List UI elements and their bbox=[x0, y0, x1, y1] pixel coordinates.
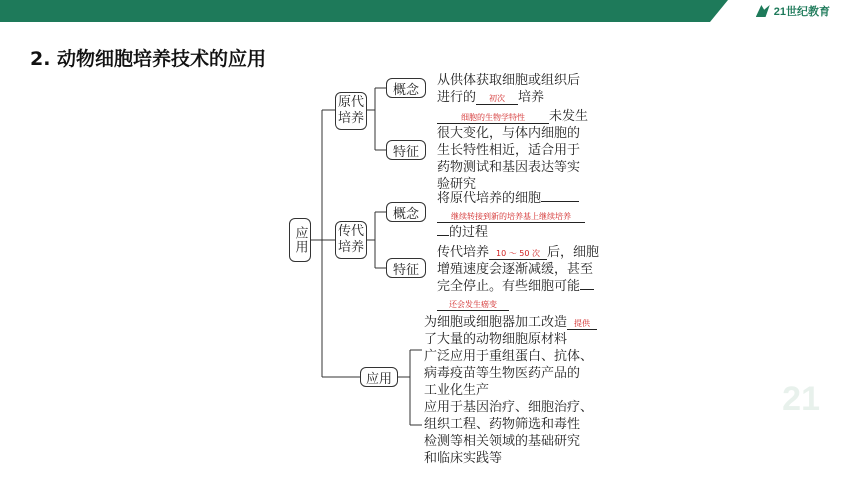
root-node: 应用 bbox=[289, 218, 311, 262]
primary-feature-line5: 验研究 bbox=[437, 177, 477, 192]
passage-concept-text bbox=[437, 190, 585, 241]
primary-concept-node: 概念 bbox=[386, 78, 426, 98]
application-text bbox=[424, 314, 597, 467]
app-item3-line2: 组织工程、药物筛选和毒性 bbox=[424, 417, 581, 432]
app-item1-answer: 提供 bbox=[567, 319, 597, 330]
passage-concept-pre: 将原代培养的细胞 bbox=[437, 191, 542, 206]
passage-concept-line1 bbox=[437, 190, 585, 207]
primary-concept-pre: 进行的 bbox=[437, 90, 477, 105]
app-item3-line4: 和临床实践等 bbox=[424, 451, 503, 466]
app-item1-line1 bbox=[424, 314, 597, 331]
passage-concept-tail-blank bbox=[541, 201, 579, 202]
watermark-logo: 21 bbox=[782, 380, 820, 418]
app-item3-line1: 应用于基因治疗、细胞治疗、 bbox=[424, 400, 594, 415]
primary-culture-label: 原代培养 bbox=[337, 95, 364, 126]
passage-feature-line2: 增殖速度会逐渐减缓，甚至 bbox=[437, 262, 594, 277]
passage-concept-node: 概念 bbox=[386, 202, 426, 222]
primary-feature-line1 bbox=[437, 108, 588, 125]
primary-concept-answer: 初次 bbox=[476, 94, 518, 105]
passage-concept-post: 的过程 bbox=[449, 225, 489, 240]
primary-concept-text bbox=[437, 72, 580, 106]
passage-feature-pre: 传代培养 bbox=[437, 245, 490, 260]
app-item1-pre: 为细胞或细胞器加工改造 bbox=[424, 315, 568, 330]
passage-feature-post: 后，细胞 bbox=[547, 245, 600, 260]
app-item3-line3: 检测等相关领域的基础研究 bbox=[424, 434, 581, 449]
passage-feature-tail-blank bbox=[580, 289, 594, 290]
app-item2-line1: 广泛应用于重组蛋白、抗体、 bbox=[424, 349, 594, 364]
passage-concept-line3 bbox=[437, 224, 585, 241]
passage-concept-answer: 继续转接到新的培养基上继续培养 bbox=[437, 212, 585, 223]
primary-feature-line2: 很大变化，与体内细胞的 bbox=[437, 126, 581, 141]
app-item1-line2: 了大量的动物细胞原材料 bbox=[424, 332, 568, 347]
primary-concept-line2 bbox=[437, 89, 580, 106]
primary-feature-line4: 药物测试和基因表达等实 bbox=[437, 160, 581, 175]
passage-feature-node: 特征 bbox=[386, 258, 426, 278]
primary-feature-line3: 生长特性相近，适合用于 bbox=[437, 143, 581, 158]
primary-feature-text bbox=[437, 108, 588, 193]
passage-culture-node bbox=[335, 221, 367, 259]
primary-feature-answer: 细胞的生物学特性 bbox=[437, 113, 549, 124]
application-node: 应用 bbox=[360, 367, 398, 387]
primary-concept-line1: 从供体获取细胞或组织后 bbox=[437, 73, 581, 88]
passage-culture-label: 传代培养 bbox=[337, 224, 364, 255]
app-item2-line2: 病毒疫苗等生物医药产品的 bbox=[424, 366, 581, 381]
primary-concept-post: 培养 bbox=[518, 90, 545, 105]
primary-culture-node bbox=[335, 92, 367, 130]
passage-feature-line4 bbox=[437, 295, 599, 312]
passage-feature-line1 bbox=[437, 244, 599, 261]
logo-text: 21世纪教育 bbox=[773, 6, 830, 18]
passage-concept-lead-blank bbox=[437, 235, 449, 236]
primary-feature-node: 特征 bbox=[386, 140, 426, 160]
passage-feature-line3-text: 完全停止。有些细胞可能 bbox=[437, 279, 581, 294]
passage-feature-answer-2: 还会发生癌变 bbox=[437, 300, 509, 311]
app-item2-line3: 工业化生产 bbox=[424, 383, 490, 398]
passage-feature-answer-1: 10 ～ 50 次 bbox=[489, 249, 547, 260]
primary-feature-post: 未发生 bbox=[549, 109, 589, 124]
passage-concept-line2 bbox=[437, 207, 585, 224]
passage-feature-line3 bbox=[437, 278, 599, 295]
passage-feature-text bbox=[437, 244, 599, 312]
page-title: 2. 动物细胞培养技术的应用 bbox=[30, 48, 267, 70]
